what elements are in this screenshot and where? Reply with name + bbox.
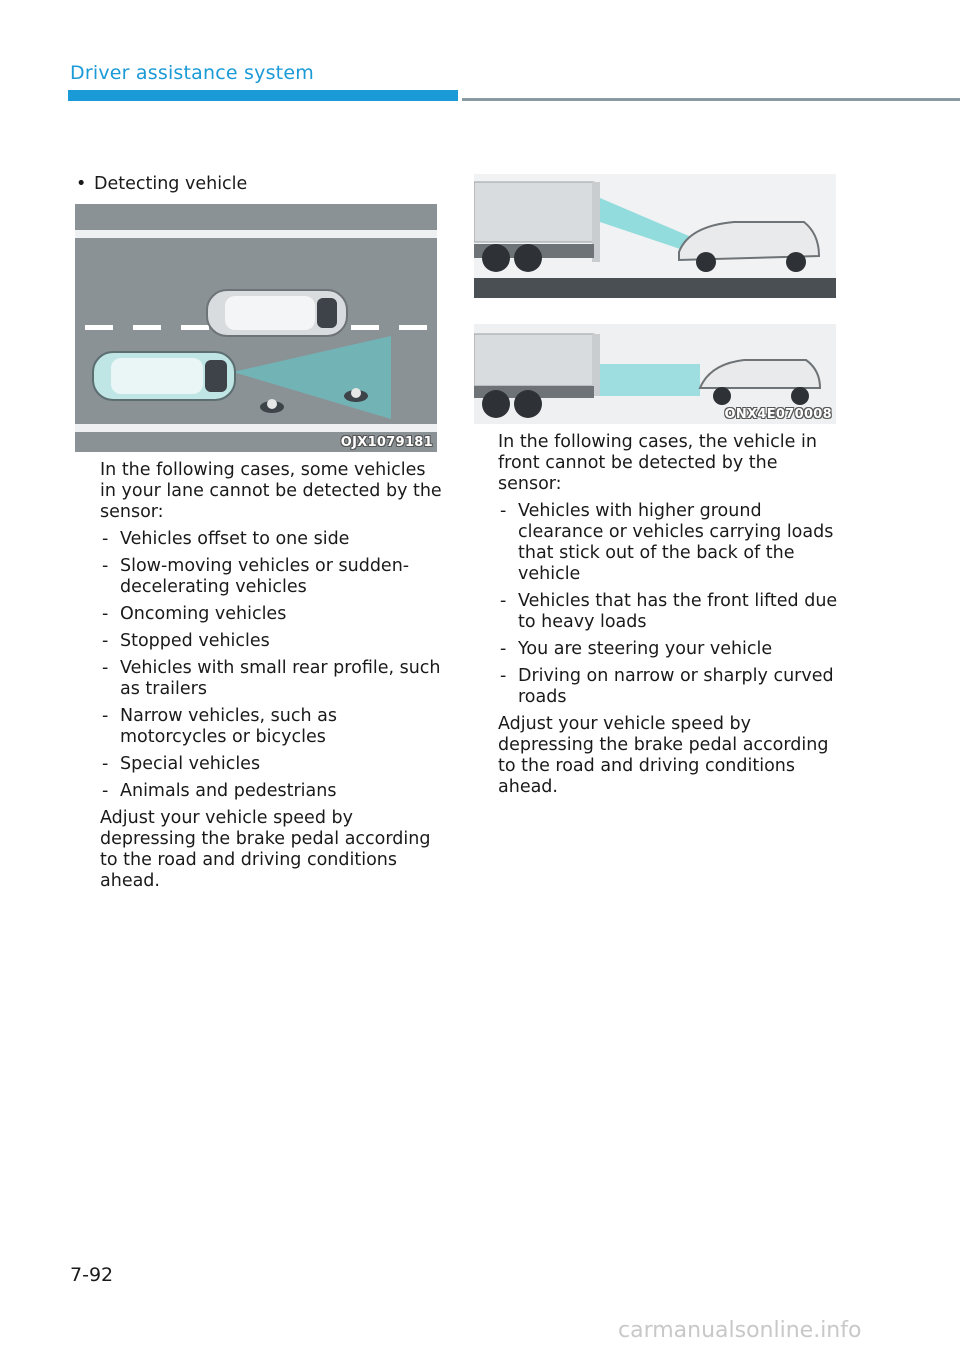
right-condition-list — [498, 501, 843, 708]
watermark: carmanualsonline.info — [618, 1318, 862, 1343]
list-item: - Vehicles offset to one side — [102, 529, 350, 549]
figure-code: OJX1079181 — [340, 435, 433, 450]
right-outro: Adjust your vehicle speed by depressing the brake pedal according to the road and driving conditions ahead. — [498, 714, 829, 797]
bullet-detecting-vehicle — [76, 174, 247, 194]
sensor-beam-bottom — [600, 364, 700, 396]
left-outro: Adjust your vehicle speed by depressing the brake pedal according to the road and driving conditions ahead. — [100, 808, 431, 891]
list-item: - Special vehicles — [102, 754, 261, 774]
figure-detecting-vehicle — [75, 204, 437, 452]
list-item: - Slow-moving vehicles or sudden-decelerating vehicles — [102, 556, 410, 597]
list-item: - Vehicles with small rear profile, such as trailers — [102, 658, 441, 699]
left-intro: In the following cases, some vehicles in your lane cannot be detected by the sensor: — [100, 460, 442, 522]
list-item: - Oncoming vehicles — [102, 604, 287, 624]
figure-code: ONX4E070008 — [724, 407, 832, 422]
list-item: - Stopped vehicles — [102, 631, 270, 651]
list-item: - Driving on narrow or sharply curved roads — [500, 666, 834, 707]
header-rule-accent — [68, 90, 458, 101]
bullet-icon: • — [76, 174, 87, 194]
white-car-icon — [207, 290, 347, 336]
left-condition-list — [100, 529, 445, 802]
header-rule-gray — [462, 98, 960, 101]
left-column — [100, 460, 445, 898]
list-item: - You are steering your vehicle — [500, 639, 773, 659]
section-title: Driver assistance system — [70, 62, 314, 84]
right-intro: In the following cases, the vehicle in front cannot be detected by the sensor: — [498, 432, 817, 494]
bullet-text: Detecting vehicle — [94, 174, 248, 194]
list-item: - Vehicles with higher ground clearance or vehicles carrying loads that stick out of the back of the vehicle — [500, 501, 834, 584]
figure-truck-load — [474, 174, 836, 424]
road-illustration — [75, 204, 437, 452]
right-column — [498, 432, 843, 804]
green-car-icon — [93, 352, 235, 400]
list-item: - Narrow vehicles, such as motorcycles or bicycles — [102, 706, 337, 747]
list-item: - Animals and pedestrians — [102, 781, 337, 801]
list-item: - Vehicles that has the front lifted due to heavy loads — [500, 591, 838, 632]
page-number: 7-92 — [70, 1264, 114, 1286]
truck-illustration — [474, 174, 836, 424]
